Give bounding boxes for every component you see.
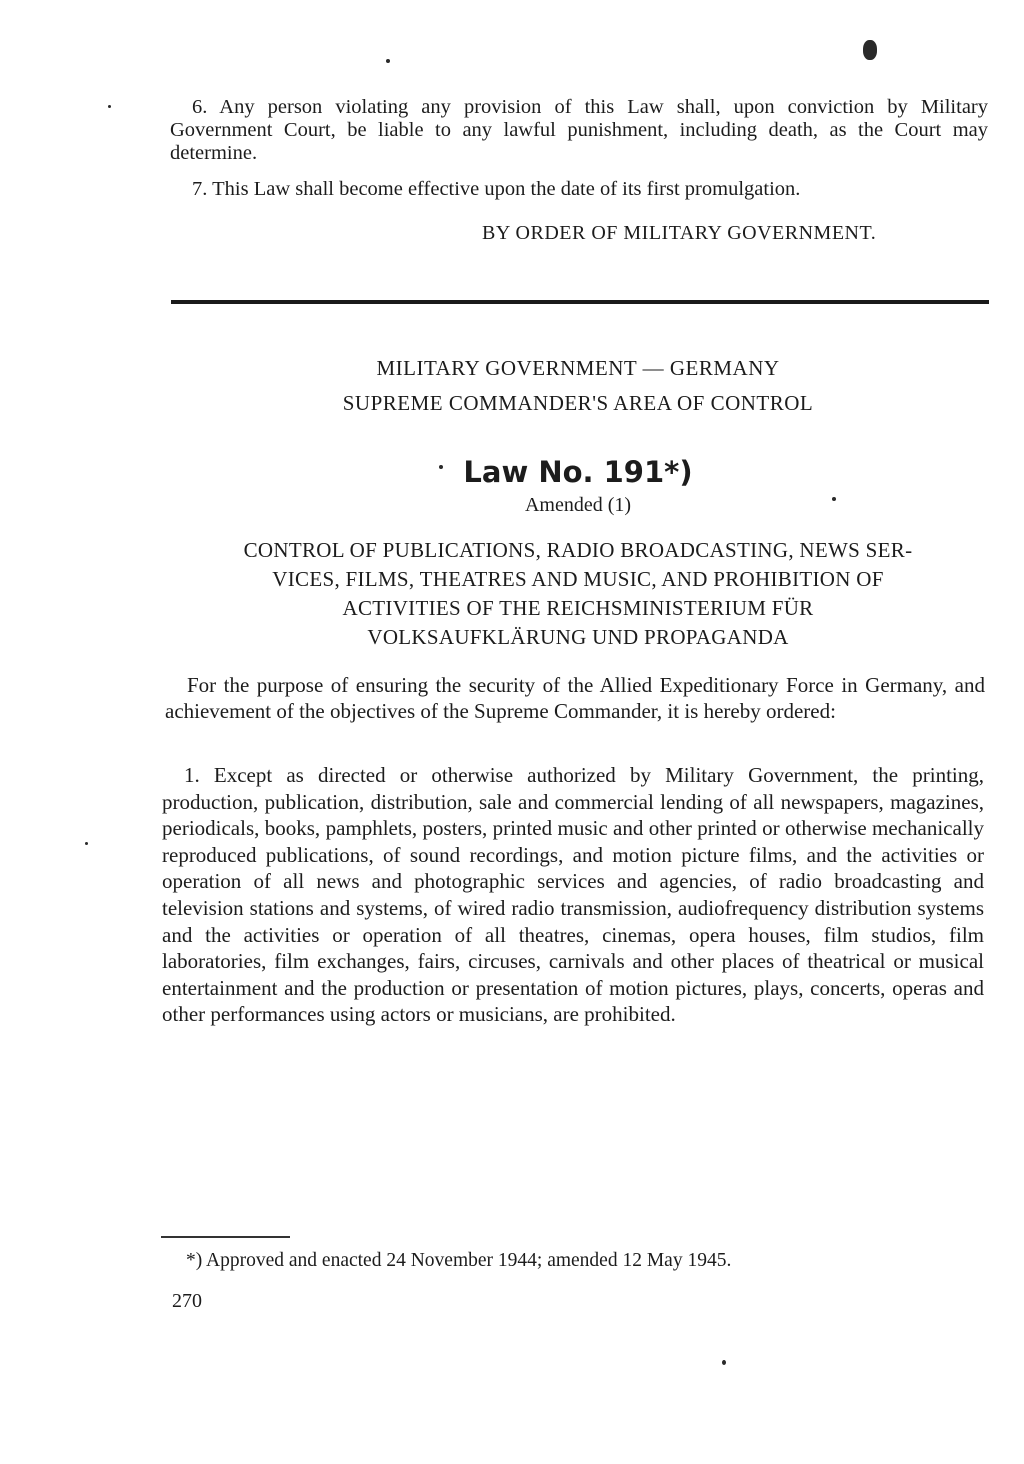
preamble: For the purpose of ensuring the security of the Allied Expeditionary Force in Germany, and achievement of the objectives of the Supreme Commander, it is hereby ordered: [165,673,985,723]
paragraph-7: 7. This Law shall become effective upon the date of its first promulgation. [192,178,801,200]
subject-line-3: ACTIVITIES OF THE REICHSMINISTERIUM FÜR [342,596,814,620]
paragraph-6: 6. Any person violating any provision of this Law shall, upon conviction by Military Government Court, be liable to any lawful punishment, including death, as the Court may determine. [170,96,988,164]
header-line-2: SUPREME COMMANDER'S AREA OF CONTROL [342,391,814,415]
footnote: *) Approved and enacted 24 November 1944; amended 12 May 1945. [186,1250,732,1271]
speck [108,105,111,108]
page-number: 270 [172,1290,202,1312]
paragraph-1: 1. Except as directed or otherwise authorized by Military Government, the printing, production, publication, distribution, sale and commercial lending of all newspapers, magazines, periodicals, books, pamphlets, posters, printed music and other printed or otherwise mechanically reproduced publications, of sound recordings, and motion picture films, and the activities or operation of all news and photographic services and agencies, of radio broadcasting and television stations and systems, of wired radio transmission, audiofrequency distribution systems and the activities or operation of all theatres, cinemas, opera houses, film studios, film laboratories, film exchanges, fairs, circuses, carnivals and other places of theatrical or musical entertainment and the production or presentation of motion pictures, plays, concerts, operas and other performances using actors or musicians, are prohibited. [162,763,984,1027]
header-line-1: MILITARY GOVERNMENT — GERMANY [376,356,780,380]
subject-line-1: CONTROL OF PUBLICATIONS, RADIO BROADCASTING, NEWS SER- [243,538,913,562]
order-line: BY ORDER OF MILITARY GOVERNMENT. [482,222,877,244]
footnote-divider [161,1236,290,1238]
speck [832,497,836,501]
law-amended: Amended (1) [524,494,632,516]
ink-blot [863,40,877,60]
section-divider [171,300,989,304]
law-title: Law No. 191*) [463,455,693,489]
speck [386,59,390,63]
speck [85,842,88,845]
subject-line-4: VOLKSAUFKLÄRUNG UND PROPAGANDA [367,625,789,649]
speck [722,1360,726,1365]
speck [439,465,443,469]
subject-line-2: VICES, FILMS, THEATRES AND MUSIC, AND PROHIBITION OF [272,567,884,591]
